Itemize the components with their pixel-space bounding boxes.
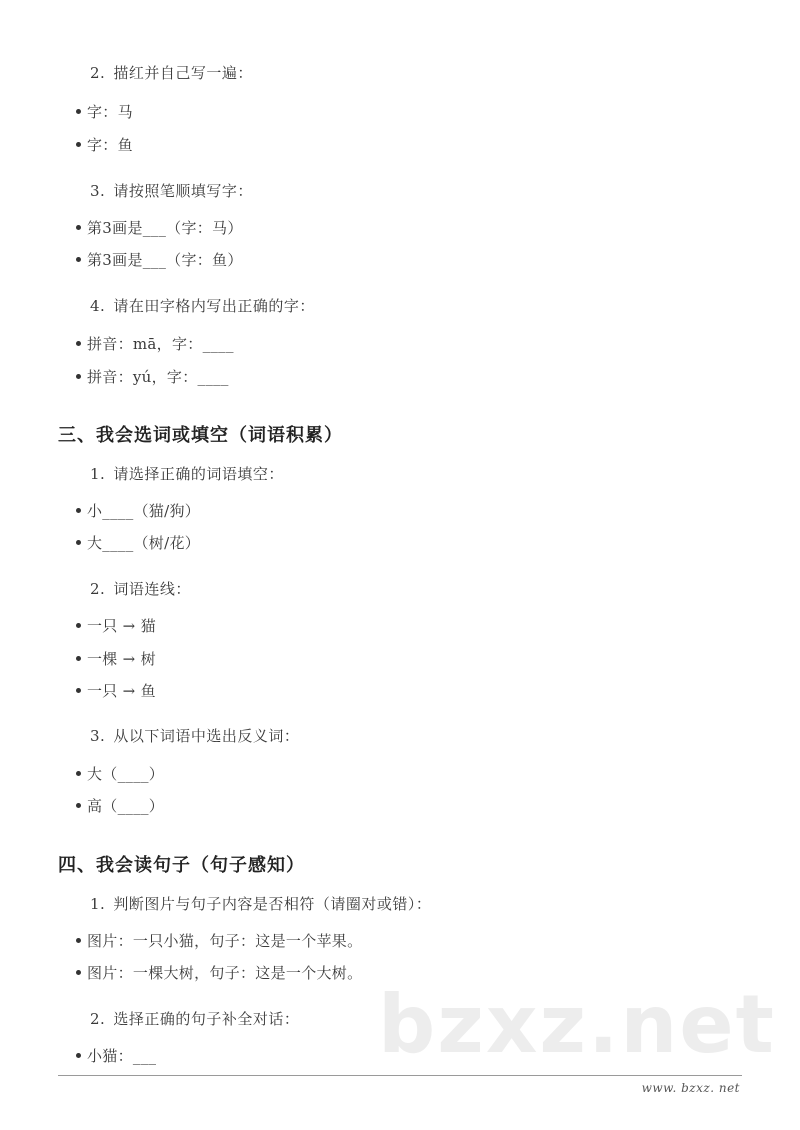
question-number: 4. <box>90 297 106 315</box>
question-title <box>90 62 253 83</box>
question-text: 从以下词语中选出反义词： <box>113 727 300 745</box>
question-title <box>90 295 315 316</box>
section-heading: 三、我会选词或填空（词语积累） <box>58 425 343 446</box>
footer-divider <box>58 1075 742 1076</box>
bullet-icon <box>76 540 81 545</box>
section-heading: 四、我会读句子（句子感知） <box>58 855 305 876</box>
bullet-icon <box>76 225 81 230</box>
list-item: 一只 → 猫 <box>76 615 156 636</box>
list-item: 大（____） <box>76 763 164 784</box>
question-text: 描红并自己写一遍： <box>113 64 253 82</box>
list-item: 字：鱼 <box>76 134 133 155</box>
question-text: 判断图片与句子内容是否相符（请圈对或错）： <box>113 895 432 913</box>
question-number: 1. <box>90 895 106 913</box>
bullet-icon <box>76 109 81 114</box>
question-number: 2. <box>90 64 106 82</box>
list-item: 一只 → 鱼 <box>76 680 156 701</box>
list-item: 字：马 <box>76 101 133 122</box>
list-item: 一棵 → 树 <box>76 648 156 669</box>
question-number: 3. <box>90 727 106 745</box>
list-item: 高（____） <box>76 795 164 816</box>
bullet-icon <box>76 656 81 661</box>
question-text: 请在田字格内写出正确的字： <box>113 297 315 315</box>
question-title <box>90 725 299 746</box>
question-title <box>90 1008 299 1029</box>
question-number: 1. <box>90 465 106 483</box>
bullet-icon <box>76 803 81 808</box>
list-item: 图片：一只小猫，句子：这是一个苹果。 <box>76 930 362 951</box>
question-number: 2. <box>90 1010 106 1028</box>
bullet-icon <box>76 257 81 262</box>
question-text: 请按照笔顺填写字： <box>113 182 253 200</box>
list-item: 第3画是___（字：鱼） <box>76 249 243 270</box>
question-text: 词语连线： <box>113 580 191 598</box>
bullet-icon <box>76 508 81 513</box>
bullet-icon <box>76 374 81 379</box>
bullet-icon <box>76 688 81 693</box>
question-title <box>90 463 284 484</box>
list-item: 拼音：yú，字：____ <box>76 366 229 387</box>
list-item: 大____（树/花） <box>76 532 200 553</box>
bullet-icon <box>76 623 81 628</box>
question-number: 3. <box>90 182 106 200</box>
footer-url: www. bzxz. net <box>641 1081 740 1095</box>
question-text: 选择正确的句子补全对话： <box>113 1010 300 1028</box>
list-item: 图片：一棵大树，句子：这是一个大树。 <box>76 962 362 983</box>
bullet-icon <box>76 938 81 943</box>
bullet-icon <box>76 970 81 975</box>
question-title <box>90 893 431 914</box>
list-item: 小猫：___ <box>76 1045 156 1066</box>
question-title <box>90 578 191 599</box>
bullet-icon <box>76 142 81 147</box>
watermark: bzxz.net <box>378 978 776 1071</box>
question-title <box>90 180 253 201</box>
bullet-icon <box>76 771 81 776</box>
bullet-icon <box>76 341 81 346</box>
list-item: 小____（猫/狗） <box>76 500 200 521</box>
list-item: 拼音：mā，字：____ <box>76 333 234 354</box>
bullet-icon <box>76 1053 81 1058</box>
question-number: 2. <box>90 580 106 598</box>
question-text: 请选择正确的词语填空： <box>113 465 284 483</box>
list-item: 第3画是___（字：马） <box>76 217 243 238</box>
